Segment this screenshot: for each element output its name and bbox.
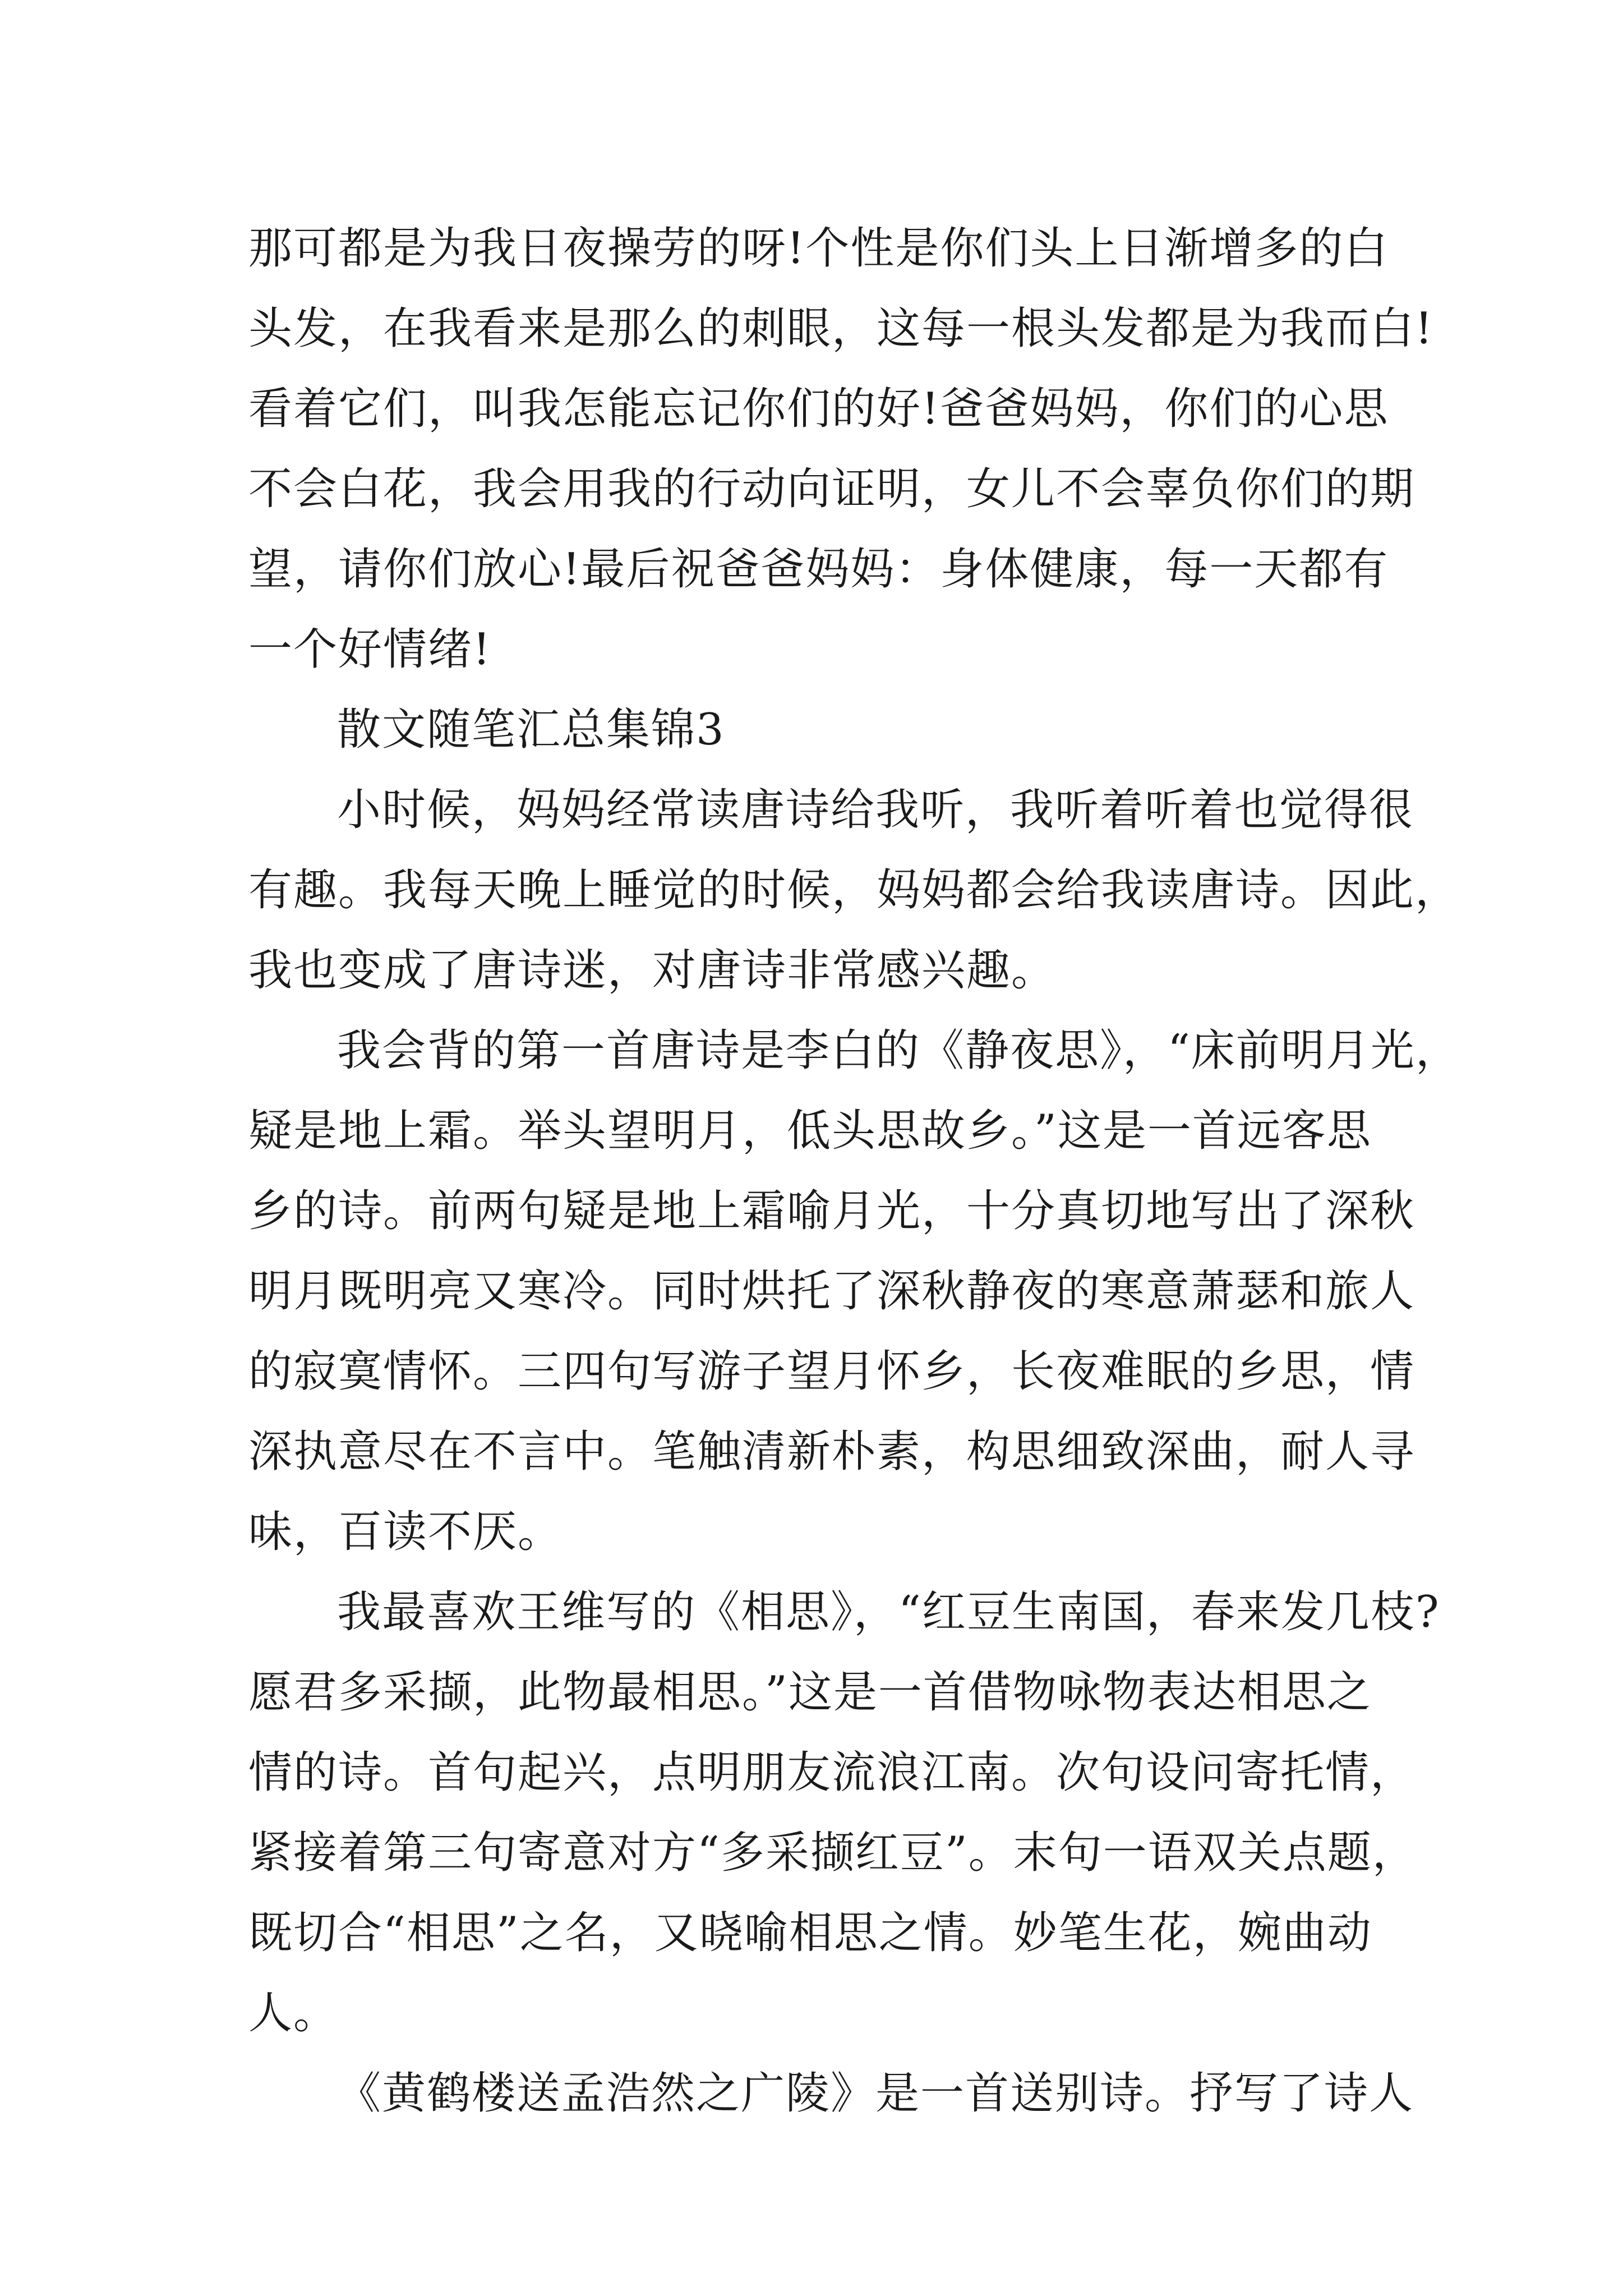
text-line: 一个好情绪! [248,624,492,675]
text-line: 愿君多采撷，此物最相思。”这是一首借物咏物表达相思之 [248,1667,1372,1718]
text-line: 明月既明亮又寒冷。同时烘托了深秋静夜的寒意萧瑟和旅人 [248,1266,1415,1317]
text-line: 既切合“相思”之名，又晓喻相思之情。妙笔生花，婉曲动 [248,1908,1372,1958]
text-line: 头发，在我看来是那么的刺眼，这每一根头发都是为我而白! [248,303,1434,354]
text-line: 情的诗。首句起兴，点明朋友流浪江南。次句设问寄托情， [248,1747,1415,1798]
text-line: 小时候，妈妈经常读唐诗给我听，我听着听着也觉得很 [337,785,1414,835]
text-line: 望，请你们放心!最后祝爸爸妈妈：身体健康，每一天都有 [248,544,1389,595]
text-line: 《黄鹤楼送孟浩然之广陵》是一首送别诗。抒写了诗人 [337,2068,1414,2119]
text-line: 疑是地上霜。举头望明月，低头思故乡。”这是一首远客思 [248,1106,1372,1156]
text-line: 我最喜欢王维写的《相思》，“红豆生南国，春来发几枝? [337,1587,1440,1637]
text-line: 有趣。我每天晚上睡觉的时候，妈妈都会给我读唐诗。因此， [248,865,1460,915]
text-line: 紧接着第三句寄意对方“多采撷红豆”。末句一语双关点题， [248,1828,1417,1878]
text-line: 人。 [248,1988,339,2039]
text-line: 看着它们，叫我怎能忘记你们的好!爸爸妈妈，你们的心思 [248,384,1389,434]
text-line: 的寂寞情怀。三四句写游子望月怀乡，长夜难眠的乡思，情 [248,1346,1415,1397]
text-line: 那可都是为我日夜操劳的呀!个性是你们头上日渐增多的白 [248,223,1389,274]
text-line: 味，百读不厌。 [248,1507,563,1557]
text-line: 不会白花，我会用我的行动向证明，女儿不会辜负你们的期 [248,464,1415,514]
document-body [248,209,1460,2134]
text-line: 我会背的第一首唐诗是李白的《静夜思》，“床前明月光， [337,1025,1460,1076]
text-line: 我也变成了唐诗迷，对唐诗非常感兴趣。 [248,945,1057,996]
section-heading: 散文随笔汇总集锦3 [337,705,725,755]
text-line: 深执意尽在不言中。笔触清新朴素，构思细致深曲，耐人寻 [248,1427,1415,1477]
text-line: 乡的诗。前两句疑是地上霜喻月光，十分真切地写出了深秋 [248,1186,1415,1236]
